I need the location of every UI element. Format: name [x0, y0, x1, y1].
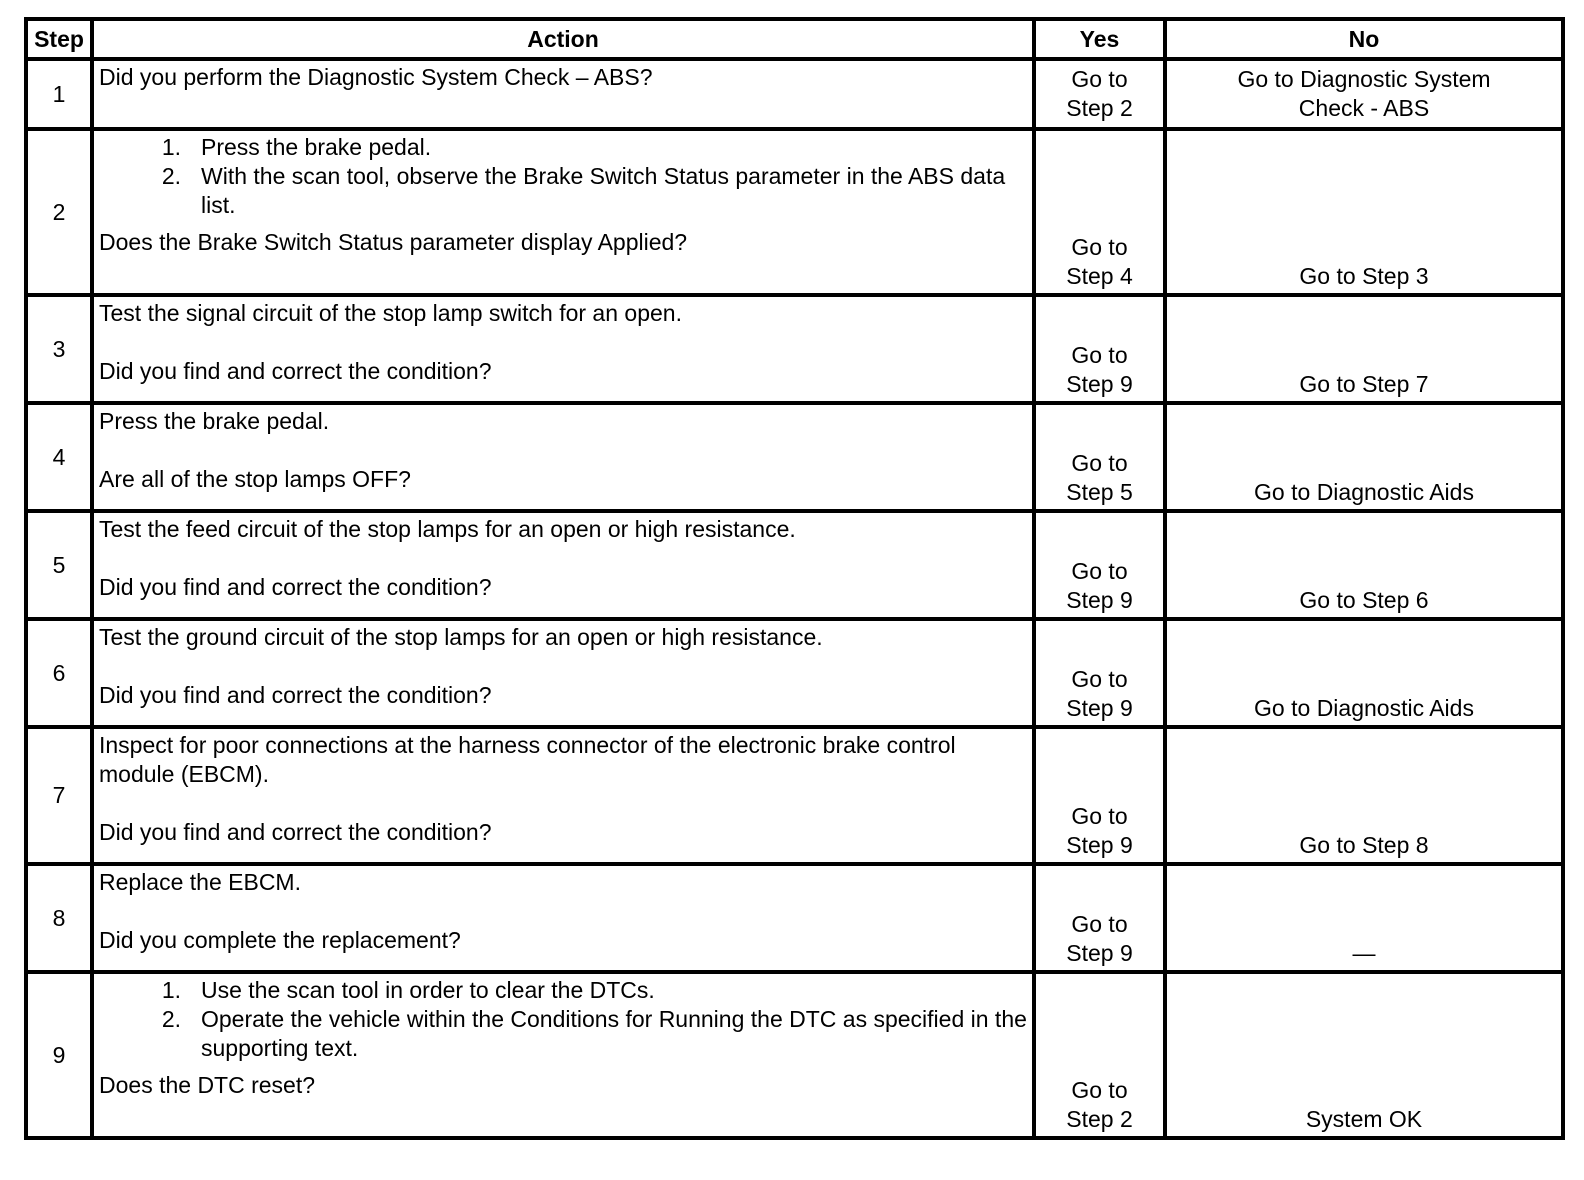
list-text: With the scan tool, observe the Brake Switch Status parameter in the ABS data list. [201, 163, 1006, 218]
no-line: Go to Step 8 [1299, 832, 1429, 858]
table-row [26, 511, 1563, 619]
yes-line: Step 4 [1066, 263, 1133, 289]
table-row [26, 727, 1563, 864]
table-row [26, 129, 1563, 295]
action-text: Did you perform the Diagnostic System Check – ABS? [99, 64, 653, 90]
action-text: Test the feed circuit of the stop lamps for an open or high resistance. [99, 516, 796, 542]
list-item [99, 133, 1028, 162]
no-line: Check - ABS [1298, 95, 1430, 121]
step-number: 8 [26, 864, 92, 972]
yes-line: Step 5 [1066, 479, 1133, 505]
yes-cell [1034, 59, 1165, 129]
step-number: 9 [26, 972, 92, 1138]
diagnostic-table [24, 17, 1565, 1140]
yes-cell [1034, 727, 1165, 864]
action-cell [92, 295, 1034, 403]
question-text: Does the Brake Switch Status parameter display Applied? [99, 229, 688, 255]
list-number: 1. [161, 977, 181, 1003]
header-action: Action [92, 19, 1034, 59]
yes-line: Go to [1071, 342, 1128, 368]
no-cell [1165, 972, 1563, 1138]
question-text: Did you complete the replacement? [99, 927, 461, 953]
yes-cell [1034, 972, 1165, 1138]
action-text: Test the ground circuit of the stop lamps for an open or high resistance. [99, 624, 823, 650]
list-item [99, 976, 1028, 1005]
no-cell [1165, 129, 1563, 295]
no-cell [1165, 619, 1563, 727]
yes-line: Step 9 [1066, 587, 1133, 613]
yes-line: Go to [1071, 66, 1128, 92]
no-cell [1165, 403, 1563, 511]
yes-cell [1034, 295, 1165, 403]
header-step: Step [26, 19, 92, 59]
yes-line: Step 9 [1066, 832, 1133, 858]
action-text: Press the brake pedal. [99, 408, 330, 434]
no-line: Go to Step 3 [1299, 263, 1429, 289]
question-text: Are all of the stop lamps OFF? [99, 466, 411, 492]
yes-line: Go to [1071, 450, 1128, 476]
list-item [99, 162, 1028, 220]
step-number: 4 [26, 403, 92, 511]
no-line: Go to Step 7 [1299, 371, 1429, 397]
yes-cell [1034, 403, 1165, 511]
header-no: No [1165, 19, 1563, 59]
yes-cell [1034, 129, 1165, 295]
table-row [26, 619, 1563, 727]
action-cell [92, 864, 1034, 972]
yes-line: Step 9 [1066, 695, 1133, 721]
yes-line: Go to [1071, 234, 1128, 260]
step-number: 5 [26, 511, 92, 619]
yes-cell [1034, 511, 1165, 619]
yes-line: Go to [1071, 1077, 1128, 1103]
no-line: — [1352, 940, 1376, 966]
yes-line: Go to [1071, 666, 1128, 692]
action-cell [92, 129, 1034, 295]
yes-line: Step 9 [1066, 940, 1133, 966]
question-text: Did you find and correct the condition? [99, 574, 492, 600]
action-cell [92, 619, 1034, 727]
list-number: 1. [161, 134, 181, 160]
no-line: Go to Diagnostic System [1237, 66, 1491, 92]
no-cell [1165, 511, 1563, 619]
action-cell [92, 972, 1034, 1138]
no-cell [1165, 59, 1563, 129]
question-text: Did you find and correct the condition? [99, 819, 492, 845]
action-text: Replace the EBCM. [99, 869, 301, 895]
no-line: Go to Step 6 [1299, 587, 1429, 613]
step-number: 3 [26, 295, 92, 403]
no-line: System OK [1305, 1106, 1423, 1132]
no-cell [1165, 864, 1563, 972]
no-cell [1165, 727, 1563, 864]
question-text: Did you find and correct the condition? [99, 358, 492, 384]
step-number: 1 [26, 59, 92, 129]
table-row [26, 972, 1563, 1138]
table-row [26, 403, 1563, 511]
yes-line: Step 9 [1066, 371, 1133, 397]
header-yes: Yes [1034, 19, 1165, 59]
yes-line: Step 2 [1066, 95, 1133, 121]
action-list [99, 133, 1028, 220]
no-cell [1165, 295, 1563, 403]
list-item [99, 1005, 1028, 1063]
yes-line: Step 2 [1066, 1106, 1133, 1132]
action-cell [92, 403, 1034, 511]
action-text: Test the signal circuit of the stop lamp switch for an open. [99, 300, 682, 326]
list-number: 2. [161, 1006, 181, 1032]
no-line: Go to Diagnostic Aids [1254, 695, 1474, 721]
yes-cell [1034, 864, 1165, 972]
yes-line: Go to [1071, 911, 1128, 937]
yes-cell [1034, 619, 1165, 727]
list-text: Use the scan tool in order to clear the DTCs. [201, 977, 655, 1003]
no-line: Go to Diagnostic Aids [1254, 479, 1474, 505]
table-row [26, 864, 1563, 972]
action-text: Inspect for poor connections at the harness connector of the electronic brake control module (EBCM). [99, 732, 956, 787]
yes-line: Go to [1071, 803, 1128, 829]
step-number: 7 [26, 727, 92, 864]
question-text: Does the DTC reset? [99, 1072, 316, 1098]
header-row [26, 19, 1563, 59]
list-number: 2. [161, 163, 181, 189]
list-text: Operate the vehicle within the Conditions for Running the DTC as specified in the supporting text. [201, 1006, 1027, 1061]
table-row [26, 59, 1563, 129]
list-text: Press the brake pedal. [201, 134, 432, 160]
yes-line: Go to [1071, 558, 1128, 584]
action-cell [92, 727, 1034, 864]
action-cell [92, 59, 1034, 129]
question-text: Did you find and correct the condition? [99, 682, 492, 708]
action-list [99, 976, 1028, 1063]
table-row [26, 295, 1563, 403]
step-number: 2 [26, 129, 92, 295]
step-number: 6 [26, 619, 92, 727]
action-cell [92, 511, 1034, 619]
